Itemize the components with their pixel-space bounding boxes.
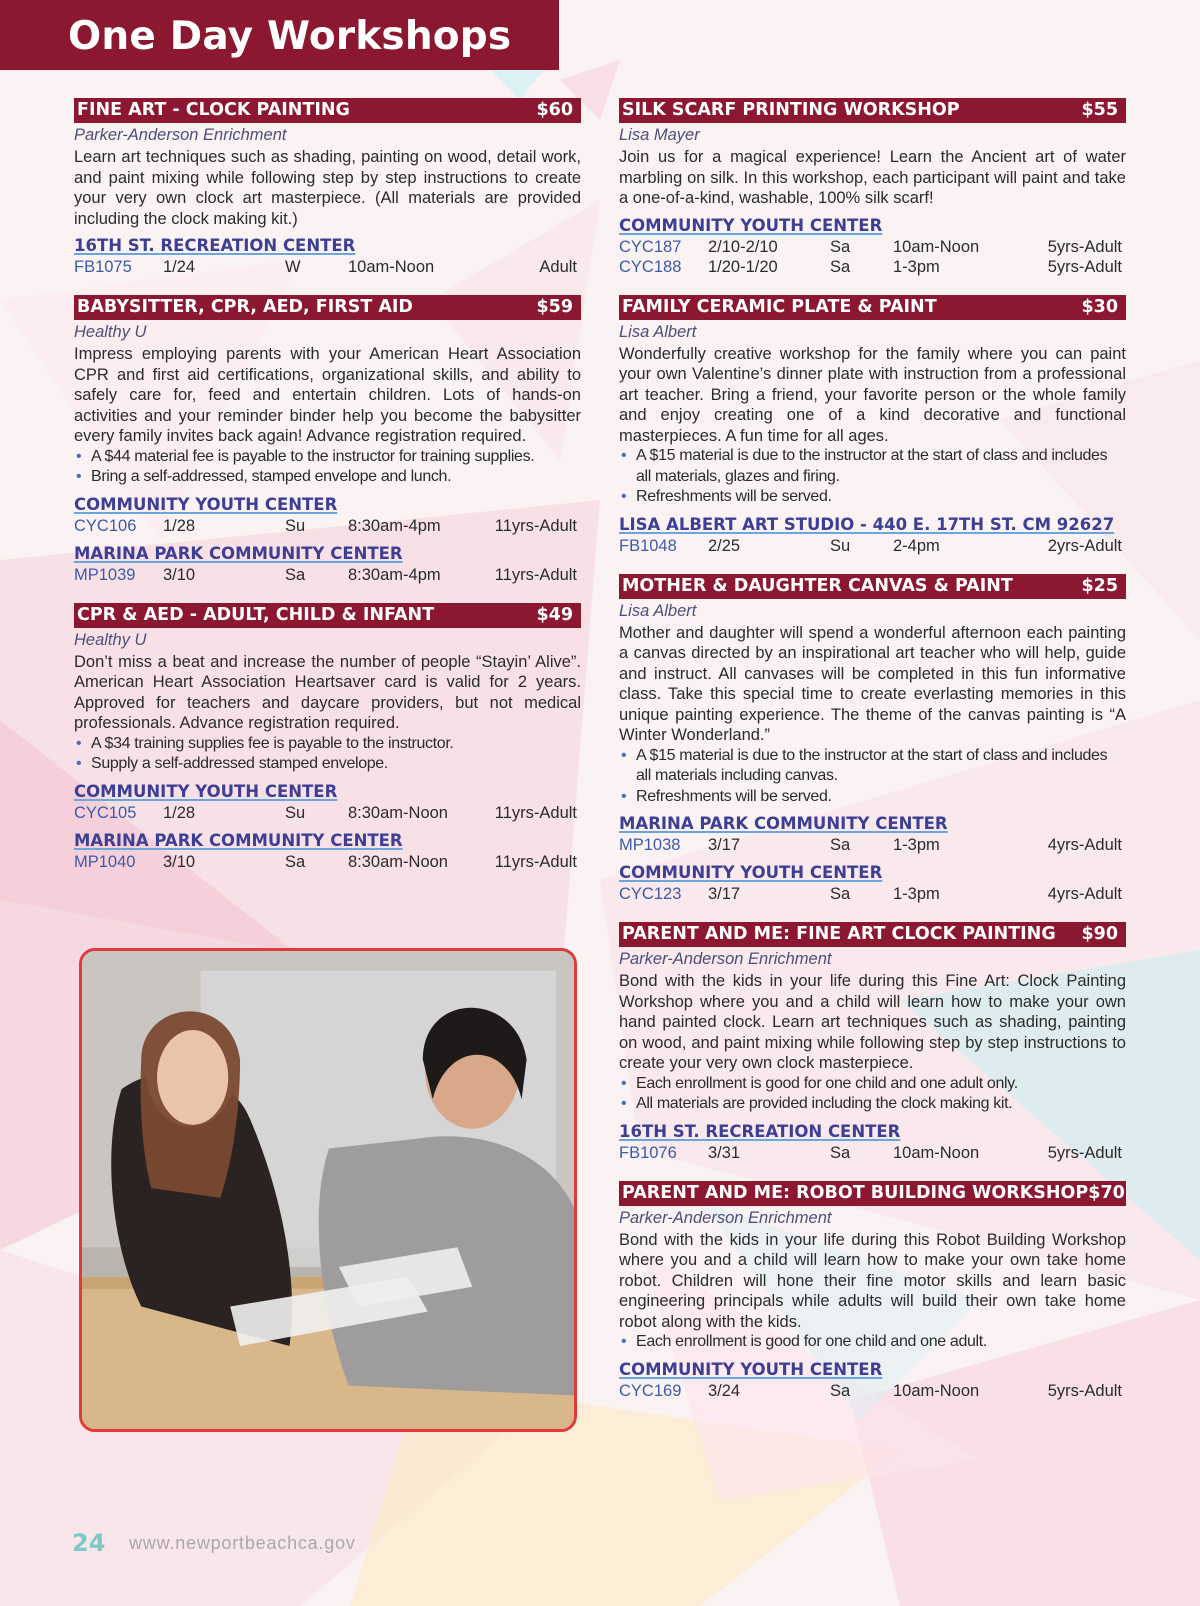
course-price: $49: [536, 604, 573, 625]
workshop-photo: [79, 948, 577, 1432]
course-title: FINE ART - CLOCK PAINTING: [77, 100, 350, 120]
course-title: MOTHER & DAUGHTER CANVAS & PAINT: [622, 575, 1013, 596]
session-age: 5yrs-Adult: [1047, 237, 1122, 256]
course-price: $25: [1081, 575, 1118, 596]
course-description: Mother and daughter will spend a wonderful afternoon each painting a canvas directed by an inspirational art teacher who will help, guide and instruct. All canvases will be completed in this fun informative class. Take this special time to create everlasting memories in this unique painting experience. The theme of the canvas painting is “A Winter Wonderland.”: [619, 623, 1126, 744]
right-column: [619, 98, 1126, 1419]
course-card: [74, 98, 581, 277]
website-link[interactable]: www.newportbeachca.gov: [129, 1533, 356, 1553]
session-row[interactable]: [74, 257, 581, 277]
course-description: Join us for a magical experience! Learn the Ancient art of water marbling on silk. In this workshop, each participant will paint and take a one-of-a-kind, washable, 100% silk scarf!: [619, 148, 1126, 207]
page-title: One Day Workshops: [68, 14, 512, 59]
session-day: Sa: [830, 885, 851, 903]
course-header: [74, 603, 581, 628]
session-date: 3/10: [163, 565, 196, 584]
session-date: 3/24: [708, 1381, 741, 1400]
course-card: [619, 295, 1126, 556]
session-row[interactable]: [619, 536, 1126, 556]
session-age: 5yrs-Adult: [1047, 1143, 1122, 1162]
course-card: [74, 603, 581, 872]
location-name: MARINA PARK COMMUNITY CENTER: [619, 814, 948, 833]
session-day: Sa: [830, 1143, 851, 1162]
session-time: 2-4pm: [893, 536, 940, 555]
course-note: • Each enrollment is good for one child and one adult.: [619, 1332, 1126, 1353]
session-time: 1-3pm: [893, 885, 940, 903]
course-card: [619, 1181, 1126, 1401]
course-note: • Each enrollment is good for one child and one adult only.: [619, 1074, 1126, 1095]
session-row[interactable]: [619, 257, 1126, 277]
course-price: $55: [1081, 100, 1118, 120]
course-instructor: Parker-Anderson Enrichment: [619, 1208, 832, 1227]
session-date: 3/31: [708, 1143, 741, 1162]
course-header: [74, 295, 581, 320]
session-row[interactable]: [619, 237, 1126, 257]
course-code[interactable]: CYC105: [74, 803, 137, 822]
course-note: • A $15 material is due to the instructor at the start of class and includes all materials, glazes and firing.: [619, 446, 1126, 487]
session-time: 8:30am-4pm: [348, 516, 441, 535]
course-note: • Supply a self-addressed stamped envelope.: [74, 754, 581, 775]
session-age: 2yrs-Adult: [1047, 536, 1122, 555]
session-date: 1/28: [163, 803, 196, 822]
session-age: 4yrs-Adult: [1047, 885, 1122, 903]
session-age: 11yrs-Adult: [494, 852, 577, 871]
session-day: W: [285, 258, 301, 276]
course-code[interactable]: FB1048: [619, 536, 677, 555]
course-notes: [619, 746, 1126, 808]
location-name: COMMUNITY YOUTH CENTER: [619, 863, 883, 882]
session-row[interactable]: [74, 516, 581, 536]
session-day: Su: [285, 803, 306, 822]
course-code[interactable]: CYC187: [619, 237, 682, 256]
session-time: 8:30am-4pm: [348, 565, 441, 584]
location-name: MARINA PARK COMMUNITY CENTER: [74, 830, 403, 850]
course-header: [74, 98, 581, 123]
session-day: Sa: [285, 852, 306, 871]
course-notes: [619, 446, 1126, 508]
course-code[interactable]: MP1038: [619, 836, 681, 854]
session-age: 11yrs-Adult: [494, 803, 577, 822]
cpr-training-photo-illustration: [82, 951, 574, 1429]
location-name: COMMUNITY YOUTH CENTER: [619, 1359, 883, 1379]
course-title: PARENT AND ME: FINE ART CLOCK PAINTING: [622, 924, 1056, 944]
course-note: • A $34 training supplies fee is payable to the instructor.: [74, 734, 581, 755]
course-description: Impress employing parents with your American Heart Association CPR and first aid certifications, organizational skills, and ability to safely care for, feed and entertain children. Lots of hands-on activities and your reminder binder help you become the babysitter every family invites back again! Advance registration required.: [74, 345, 581, 445]
course-header: [619, 1181, 1126, 1206]
course-card: [619, 98, 1126, 277]
course-title: FAMILY CERAMIC PLATE & PAINT: [622, 296, 937, 317]
session-time: 10am-Noon: [893, 237, 980, 256]
session-time: 1-3pm: [893, 836, 940, 854]
course-note: • Refreshments will be served.: [619, 787, 1126, 808]
course-card: [619, 574, 1126, 905]
session-row[interactable]: [619, 835, 1126, 855]
session-time: 10am-Noon: [893, 1381, 980, 1400]
session-date: 1/28: [163, 516, 196, 535]
course-note: • Bring a self-addressed, stamped envelope and lunch.: [74, 467, 581, 488]
left-column: [74, 98, 581, 890]
course-card: [619, 922, 1126, 1163]
course-notes: [74, 734, 581, 775]
session-time: 10am-Noon: [348, 258, 435, 276]
session-age: Adult: [539, 258, 577, 276]
course-code[interactable]: FB1076: [619, 1143, 677, 1162]
course-description: Learn art techniques such as shading, painting on wood, detail work, and paint mixing while following step by step instructions to create your very own clock art masterpiece. (All materials are provided including the clock making kit.): [74, 148, 581, 228]
session-date: 3/10: [163, 852, 196, 871]
session-day: Sa: [830, 1381, 851, 1400]
course-code[interactable]: CYC123: [619, 885, 682, 903]
course-price: $90: [1081, 924, 1118, 944]
session-age: 11yrs-Adult: [494, 565, 577, 584]
session-row[interactable]: [74, 852, 581, 872]
course-title: SILK SCARF PRINTING WORKSHOP: [622, 100, 960, 120]
course-title: PARENT AND ME: ROBOT BUILDING WORKSHOP: [622, 1182, 1089, 1203]
course-title: BABYSITTER, CPR, AED, FIRST AID: [77, 297, 413, 317]
course-instructor: Lisa Albert: [619, 322, 697, 341]
location-name: LISA ALBERT ART STUDIO - 440 E. 17TH ST. CM 92627: [619, 514, 1115, 534]
course-header: [619, 295, 1126, 320]
location-name: 16TH ST. RECREATION CENTER: [619, 1121, 901, 1141]
course-description: Bond with the kids in your life during this Fine Art: Clock Painting Workshop where you and a child will learn how to make your own hand painted clock. Learn art techniques such as shading, painting on wood, and paint mixing while following step by step instructions to create your very own clock masterpiece.: [619, 972, 1126, 1072]
session-day: Su: [285, 516, 306, 535]
course-instructor: Lisa Mayer: [619, 126, 700, 144]
session-row[interactable]: [619, 1381, 1126, 1401]
course-header: [619, 98, 1126, 123]
course-note: • Refreshments will be served.: [619, 487, 1126, 508]
location-name: MARINA PARK COMMUNITY CENTER: [74, 543, 403, 563]
course-price: $60: [536, 100, 573, 120]
location-name: COMMUNITY YOUTH CENTER: [619, 215, 883, 235]
session-date: 2/25: [708, 536, 741, 555]
session-day: Sa: [830, 836, 851, 854]
session-date: 3/17: [708, 885, 741, 903]
course-code[interactable]: CYC188: [619, 257, 682, 276]
session-age: 11yrs-Adult: [494, 516, 577, 535]
course-instructor: Lisa Albert: [619, 601, 697, 620]
session-time: 8:30am-Noon: [348, 852, 448, 871]
session-age: 4yrs-Adult: [1047, 836, 1122, 854]
session-date: 1/24: [163, 258, 196, 276]
course-note: • A $44 material fee is payable to the instructor for training supplies.: [74, 447, 581, 468]
session-row[interactable]: [74, 565, 581, 585]
location-name: 16TH ST. RECREATION CENTER: [74, 236, 356, 255]
course-code[interactable]: CYC106: [74, 516, 137, 535]
session-date: 3/17: [708, 836, 741, 854]
session-age: 5yrs-Adult: [1047, 1381, 1122, 1400]
course-notes: [619, 1332, 1126, 1353]
session-age: 5yrs-Adult: [1047, 257, 1122, 276]
session-day: Sa: [830, 257, 851, 276]
course-instructor: Healthy U: [74, 323, 147, 341]
course-code[interactable]: FB1075: [74, 258, 132, 276]
course-price: $59: [536, 297, 573, 317]
course-code[interactable]: CYC169: [619, 1381, 682, 1400]
session-day: Sa: [830, 237, 851, 256]
course-instructor: Healthy U: [74, 630, 147, 649]
course-code[interactable]: MP1039: [74, 565, 136, 584]
course-description: Don’t miss a beat and increase the number of people “Stayin’ Alive”. American Heart Association Heartsaver card is valid for 2 years. Approved for teachers and daycare providers, but not medical professionals. Advance registration required.: [74, 652, 581, 732]
course-card: [74, 295, 581, 585]
course-notes: [619, 1074, 1126, 1115]
session-row[interactable]: [619, 884, 1126, 904]
session-row[interactable]: [74, 803, 581, 823]
location-name: COMMUNITY YOUTH CENTER: [74, 781, 338, 801]
course-notes: [74, 447, 581, 488]
session-row[interactable]: [619, 1143, 1126, 1163]
course-description: Bond with the kids in your life during this Robot Building Workshop where you and a child will learn how to make your own take home robot. Children will hone their fine motor skills and learn basic engineering principals while adults will build their own take home robot along with the kids.: [619, 1230, 1126, 1331]
course-instructor: Parker-Anderson Enrichment: [619, 950, 832, 968]
course-note: • All materials are provided including the clock making kit.: [619, 1094, 1126, 1115]
course-instructor: Parker-Anderson Enrichment: [74, 126, 287, 144]
course-price: $70: [1088, 1182, 1125, 1203]
course-price: $30: [1081, 296, 1118, 317]
session-time: 10am-Noon: [893, 1143, 980, 1162]
session-date: 1/20-1/20: [708, 257, 778, 276]
session-day: Sa: [285, 565, 306, 584]
course-header: [619, 574, 1126, 599]
session-time: 1-3pm: [893, 257, 940, 276]
session-time: 8:30am-Noon: [348, 803, 448, 822]
course-note: • A $15 material is due to the instructor at the start of class and includes all materials including canvas.: [619, 746, 1126, 787]
location-name: COMMUNITY YOUTH CENTER: [74, 494, 338, 514]
session-day: Su: [830, 536, 851, 555]
course-title: CPR & AED - ADULT, CHILD & INFANT: [77, 604, 435, 625]
course-code[interactable]: MP1040: [74, 852, 136, 871]
course-description: Wonderfully creative workshop for the family where you can paint your own Valentine’s dinner plate with instruction from a professional art teacher. Bring a friend, your favorite person or the whole family and enjoy creating one of a kind decorative and functional masterpieces. A fun time for all ages.: [619, 344, 1126, 445]
session-date: 2/10-2/10: [708, 237, 778, 256]
course-header: [619, 922, 1126, 947]
page-number: 24: [72, 1529, 106, 1557]
